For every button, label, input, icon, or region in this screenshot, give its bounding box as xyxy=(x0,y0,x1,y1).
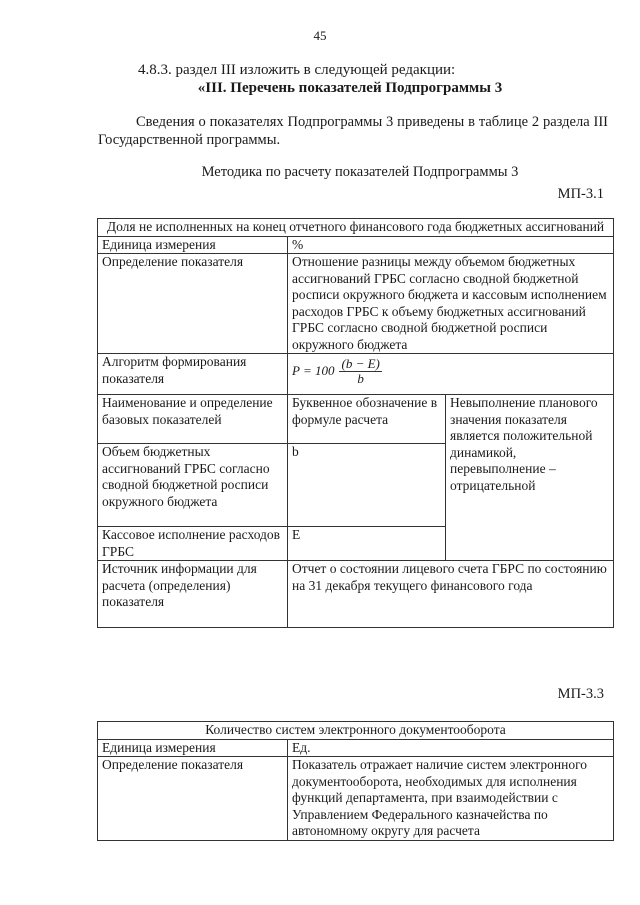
base-row-name: Кассовое исполнение расходов ГРБС xyxy=(98,527,288,561)
section-heading: «III. Перечень показателей Подпрограммы 3 xyxy=(197,80,503,96)
definition-label: Определение показателя xyxy=(98,254,288,354)
unit-value: Ед. xyxy=(288,739,614,757)
formula xyxy=(288,354,614,395)
indicator-table-1 xyxy=(97,218,614,628)
base-row-symbol: E xyxy=(288,527,446,561)
formula-numerator: (b − E) xyxy=(341,356,380,371)
table2-code: МП-3.3 xyxy=(557,686,604,702)
unit-label: Единица измерения xyxy=(98,236,288,254)
table2-title: Количество систем электронного документооборота xyxy=(98,722,614,740)
definition-value: Показатель отражает наличие систем электронного документооборота, необходимых для исполнения функций департамента, при взаимодействии с Управлением Федерального казначейства по автономному округу для расчета xyxy=(288,757,614,841)
definition-label: Определение показателя xyxy=(98,757,288,841)
unit-label: Единица измерения xyxy=(98,739,288,757)
source-label: Источник информации для расчета (определения) показателя xyxy=(98,561,288,628)
intro-paragraph: Сведения о показателях Подпрограммы 3 приведены в таблице 2 раздела III Государственной программы. xyxy=(98,114,608,148)
note-cell: Невыполнение планового значения показателя является положительной динамикой, перевыполнение – отрицательной xyxy=(446,395,614,561)
formula-denominator: b xyxy=(357,371,364,386)
formula-lhs: P = 100 xyxy=(292,363,335,379)
indicator-table-2 xyxy=(97,721,614,841)
symbol-header: Буквенное обозначение в формуле расчета xyxy=(288,395,446,444)
algorithm-label: Алгоритм формирования показателя xyxy=(98,354,288,395)
base-row-name: Объем бюджетных ассигнований ГРБС согласно сводной бюджетной росписи окружного бюджета xyxy=(98,444,288,527)
base-row-symbol: b xyxy=(288,444,446,527)
table1-title: Доля не исполненных на конец отчетного финансового года бюджетных ассигнований xyxy=(98,219,614,237)
amendment-text: 4.8.3. раздел III изложить в следующей редакции: xyxy=(138,62,456,78)
page-number: 45 xyxy=(313,28,327,43)
definition-value: Отношение разницы между объемом бюджетных ассигнований ГРБС согласно сводной бюджетной росписи окружного бюджета и кассовым исполнением расходов ГРБС к объему бюджетных ассигнований ГРБС согласно сводной бюджетной росписи окружного бюджета xyxy=(288,254,614,354)
source-value: Отчет о состоянии лицевого счета ГБРС по состоянию на 31 декабря текущего финансового года xyxy=(288,561,614,628)
method-title: Методика по расчету показателей Подпрограммы 3 xyxy=(201,164,519,180)
table1-code: МП-3.1 xyxy=(557,186,604,202)
unit-value: % xyxy=(288,236,614,254)
base-name-header: Наименование и определение базовых показателей xyxy=(98,395,288,444)
